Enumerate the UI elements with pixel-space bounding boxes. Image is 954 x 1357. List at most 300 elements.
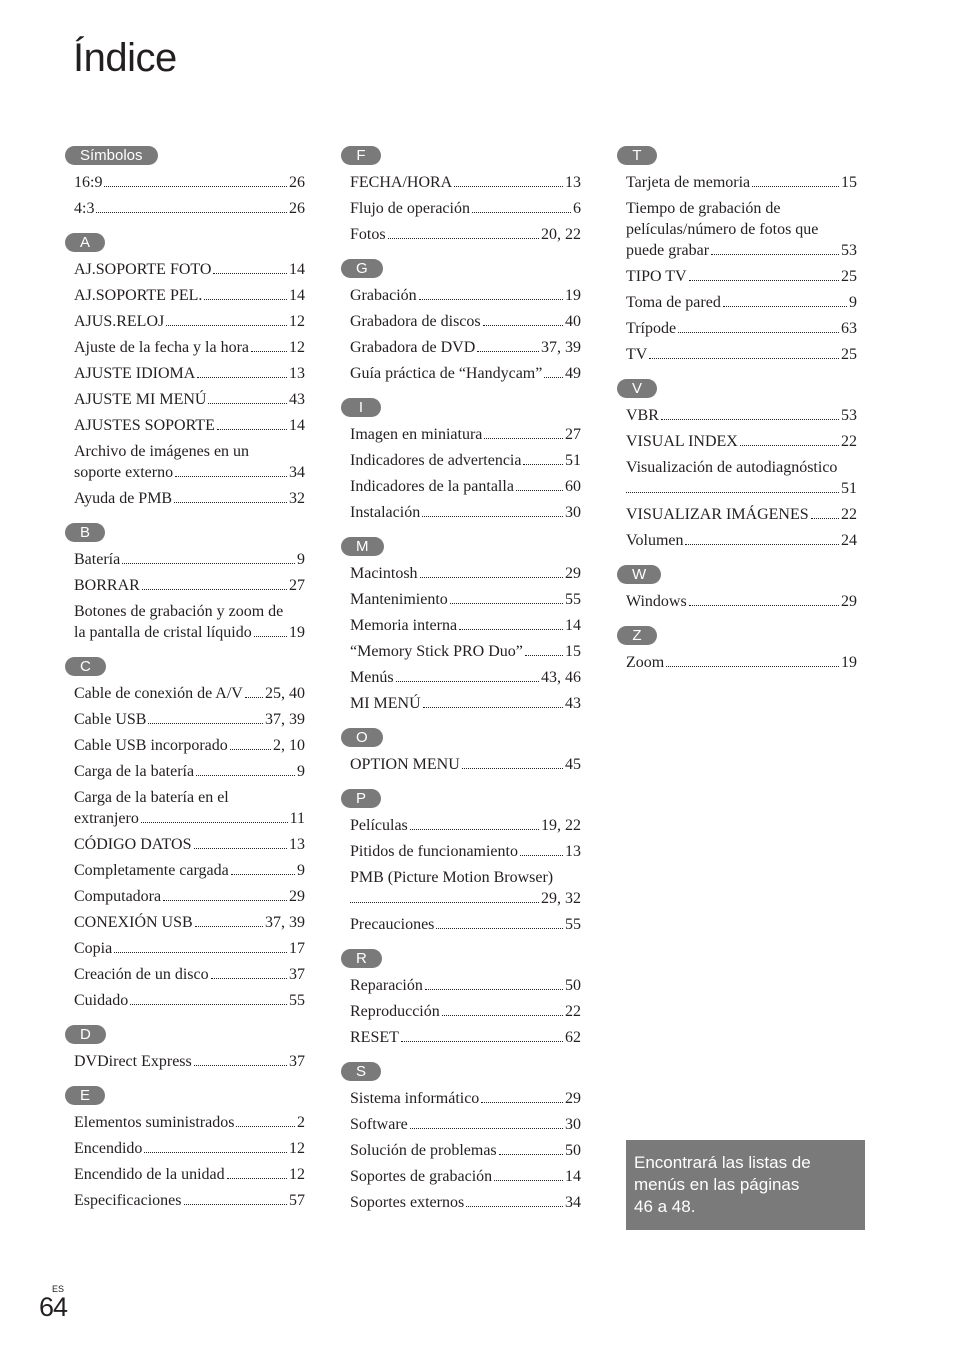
entry-leader-line	[74, 1051, 305, 1072]
entry-term: Macintosh	[350, 565, 418, 582]
entry-term: la pantalla de cristal líquido	[74, 624, 252, 641]
index-entry	[65, 389, 305, 410]
entry-leader-line	[74, 259, 305, 280]
entry-page-ref: 13	[565, 174, 581, 191]
entry-page-ref: 29	[289, 888, 305, 905]
entry-term: Indicadores de la pantalla	[350, 478, 514, 495]
entry-leader-line	[350, 815, 581, 836]
index-section	[341, 398, 581, 523]
index-entry	[65, 787, 305, 829]
index-entry	[617, 652, 857, 673]
index-section	[341, 259, 581, 384]
entry-leader-line	[350, 285, 581, 306]
entry-term: Windows	[626, 593, 687, 610]
index-entry	[617, 292, 857, 313]
index-entry	[341, 285, 581, 306]
entry-leader-line	[626, 292, 857, 313]
entry-term: Solución de problemas	[350, 1142, 497, 1159]
entry-page-ref: 2, 10	[273, 737, 305, 754]
index-entry	[617, 344, 857, 365]
entry-page-ref: 51	[565, 452, 581, 469]
index-entry	[65, 441, 305, 483]
dot-leader	[481, 1102, 563, 1103]
entry-leader-line	[74, 990, 305, 1011]
index-entry	[617, 591, 857, 612]
dot-leader	[401, 1041, 563, 1042]
dot-leader	[227, 1178, 287, 1179]
entry-leader-line	[350, 888, 581, 909]
entry-leader-line	[350, 1140, 581, 1161]
entry-leader-line	[350, 1166, 581, 1187]
index-section	[341, 949, 581, 1048]
entry-term: Soportes externos	[350, 1194, 465, 1211]
dot-leader	[420, 577, 563, 578]
entry-page-ref: 29	[565, 1090, 581, 1107]
entry-page-ref: 55	[565, 591, 581, 608]
entry-leader-line	[626, 240, 857, 261]
entry-term: Trípode	[626, 320, 677, 337]
entry-page-ref: 63	[841, 320, 857, 337]
entry-leader-line	[350, 424, 581, 445]
entry-leader-line	[350, 589, 581, 610]
index-column-1	[65, 146, 305, 1225]
entry-page-ref: 13	[289, 365, 305, 382]
entry-leader-line	[74, 389, 305, 410]
dot-leader	[217, 429, 287, 430]
entry-page-ref: 30	[565, 1116, 581, 1133]
dot-leader	[194, 1065, 287, 1066]
index-entry	[65, 1190, 305, 1211]
entry-term-line: Botones de grabación y zoom de	[74, 603, 284, 620]
entry-leader-line	[74, 886, 305, 907]
entry-page-ref: 13	[565, 843, 581, 860]
entry-term: Carga de la batería	[74, 763, 195, 780]
dot-leader	[442, 1015, 563, 1016]
dot-leader	[211, 978, 287, 979]
entry-leader-line	[350, 363, 581, 384]
entry-leader-line	[626, 318, 857, 339]
dot-leader	[396, 681, 539, 682]
index-entry	[341, 1140, 581, 1161]
entry-leader-line	[350, 311, 581, 332]
entry-page-ref: 37, 39	[265, 914, 305, 931]
entry-leader-line	[350, 1027, 581, 1048]
section-letter-badge: P	[341, 789, 381, 808]
section-letter-badge: T	[617, 146, 657, 165]
note-line: 46 a 48.	[634, 1197, 696, 1216]
dot-leader	[516, 490, 563, 491]
index-entry	[341, 975, 581, 996]
index-entry	[65, 990, 305, 1011]
index-entry	[65, 964, 305, 985]
entry-page-ref: 12	[289, 313, 305, 330]
dot-leader	[208, 403, 287, 404]
entry-leader-line	[350, 1001, 581, 1022]
note-line: menús en las páginas	[634, 1175, 800, 1194]
dot-leader	[130, 1004, 287, 1005]
index-entry	[65, 735, 305, 756]
dot-leader	[175, 476, 287, 477]
entry-term: MI MENÚ	[350, 695, 421, 712]
dot-leader	[689, 280, 839, 281]
entry-page-ref: 57	[289, 1192, 305, 1209]
dot-leader	[419, 299, 563, 300]
entry-page-ref: 15	[565, 643, 581, 660]
entry-term: Imagen en miniatura	[350, 426, 483, 443]
index-entry	[65, 709, 305, 730]
entry-page-ref: 32	[289, 490, 305, 507]
entry-page-ref: 53	[841, 242, 857, 259]
entry-page-ref: 29	[841, 593, 857, 610]
entry-term: 4:3	[74, 200, 95, 217]
dot-leader	[525, 655, 563, 656]
entry-term: “Memory Stick PRO Duo”	[350, 643, 523, 660]
entry-leader-line	[350, 841, 581, 862]
entry-term: AJUS.RELOJ	[74, 313, 165, 330]
page-number: 64	[39, 1292, 68, 1322]
entry-leader-line	[350, 224, 581, 245]
entry-leader-line	[74, 964, 305, 985]
index-entry	[65, 938, 305, 959]
entry-term: Elementos suministrados	[74, 1114, 235, 1131]
index-entry	[341, 693, 581, 714]
entry-leader-line	[74, 415, 305, 436]
entry-page-ref: 37	[289, 1053, 305, 1070]
dot-leader	[204, 299, 287, 300]
section-letter-badge: Símbolos	[65, 146, 158, 165]
index-entry	[341, 1192, 581, 1213]
index-entry	[341, 563, 581, 584]
index-entry	[65, 683, 305, 704]
entry-term: Soportes de grabación	[350, 1168, 493, 1185]
entry-term: Guía práctica de “Handycam”	[350, 365, 543, 382]
dot-leader	[689, 605, 839, 606]
entry-leader-line	[74, 172, 305, 193]
entry-page-ref: 11	[289, 810, 305, 827]
entry-leader-line	[74, 808, 305, 829]
dot-leader	[114, 952, 287, 953]
entry-term: DVDirect Express	[74, 1053, 192, 1070]
entry-term: Copia	[74, 940, 113, 957]
index-entry	[341, 1001, 581, 1022]
entry-term-line: Carga de la batería en el	[74, 789, 229, 806]
dot-leader	[350, 902, 539, 903]
dot-leader	[410, 1128, 563, 1129]
entry-term: Cable USB	[74, 711, 147, 728]
dot-leader	[144, 1152, 287, 1153]
dot-leader	[466, 1206, 563, 1207]
entry-leader-line	[626, 478, 857, 499]
entry-term: Tarjeta de memoria	[626, 174, 751, 191]
entry-term: VISUAL INDEX	[626, 433, 738, 450]
entry-page-ref: 40	[565, 313, 581, 330]
dot-leader	[184, 1204, 288, 1205]
dot-leader	[494, 1180, 563, 1181]
entry-page-ref: 26	[289, 174, 305, 191]
entry-leader-line	[350, 1088, 581, 1109]
entry-page-ref: 25, 40	[265, 685, 305, 702]
entry-page-ref: 34	[289, 464, 305, 481]
index-section	[341, 146, 581, 245]
dot-leader	[96, 212, 287, 213]
dot-leader	[626, 492, 839, 493]
index-entry	[65, 1051, 305, 1072]
entry-page-ref: 43	[289, 391, 305, 408]
index-entry	[617, 405, 857, 426]
entry-term: Completamente cargada	[74, 862, 229, 879]
dot-leader	[423, 707, 563, 708]
entry-term: Sistema informático	[350, 1090, 480, 1107]
index-entry	[341, 502, 581, 523]
index-entry	[65, 761, 305, 782]
entry-leader-line	[626, 652, 857, 673]
entry-leader-line	[74, 938, 305, 959]
dot-leader	[231, 874, 295, 875]
index-section	[617, 565, 857, 612]
dot-leader	[661, 419, 839, 420]
index-entry	[341, 1166, 581, 1187]
index-entry	[341, 841, 581, 862]
entry-page-ref: 43	[565, 695, 581, 712]
dot-leader	[251, 351, 287, 352]
index-entry	[65, 575, 305, 596]
index-entry	[341, 914, 581, 935]
entry-page-ref: 30	[565, 504, 581, 521]
entry-leader-line	[626, 504, 857, 525]
entry-leader-line	[350, 641, 581, 662]
index-entry	[65, 285, 305, 306]
entry-page-ref: 19, 22	[541, 817, 581, 834]
entry-page-ref: 37, 39	[541, 339, 581, 356]
entry-leader-line	[350, 450, 581, 471]
entry-page-ref: 55	[289, 992, 305, 1009]
entry-leader-line	[350, 198, 581, 219]
entry-leader-line	[626, 530, 857, 551]
entry-term: AJUSTE MI MENÚ	[74, 391, 207, 408]
entry-term: BORRAR	[74, 577, 140, 594]
index-entry	[65, 488, 305, 509]
entry-page-ref: 50	[565, 1142, 581, 1159]
entry-term: Zoom	[626, 654, 665, 671]
dot-leader	[166, 325, 287, 326]
dot-leader	[196, 775, 295, 776]
index-entry	[341, 1027, 581, 1048]
index-entry	[65, 311, 305, 332]
index-entry	[617, 431, 857, 452]
entry-leader-line	[74, 363, 305, 384]
entry-leader-line	[74, 683, 305, 704]
index-entry	[341, 615, 581, 636]
entry-term: CONEXIÓN USB	[74, 914, 193, 931]
entry-page-ref: 27	[289, 577, 305, 594]
entry-leader-line	[626, 591, 857, 612]
index-section	[617, 379, 857, 551]
entry-term: Encendido	[74, 1140, 143, 1157]
entry-page-ref: 50	[565, 977, 581, 994]
dot-leader	[711, 254, 839, 255]
entry-leader-line	[74, 735, 305, 756]
section-letter-badge: O	[341, 728, 383, 747]
entry-term: Creación de un disco	[74, 966, 209, 983]
section-letter-badge: S	[341, 1062, 381, 1081]
dot-leader	[462, 768, 563, 769]
dot-leader	[649, 358, 839, 359]
dot-leader	[483, 325, 563, 326]
entry-term: Flujo de operación	[350, 200, 470, 217]
index-entry	[65, 172, 305, 193]
entry-term: OPTION MENU	[350, 756, 460, 773]
entry-term: RESET	[350, 1029, 399, 1046]
entry-leader-line	[74, 1138, 305, 1159]
entry-leader-line	[350, 172, 581, 193]
section-letter-badge: E	[65, 1086, 105, 1105]
entry-leader-line	[350, 476, 581, 497]
entry-term: AJUSTE IDIOMA	[74, 365, 196, 382]
entry-page-ref: 14	[289, 287, 305, 304]
entry-leader-line	[74, 285, 305, 306]
index-entry	[617, 266, 857, 287]
entry-term: Precauciones	[350, 916, 435, 933]
entry-page-ref: 19	[289, 624, 305, 641]
menu-lists-note	[626, 1140, 865, 1230]
entry-page-ref: 29, 32	[541, 890, 581, 907]
section-letter-badge: M	[341, 537, 384, 556]
entry-leader-line	[350, 337, 581, 358]
section-letter-badge: C	[65, 657, 106, 676]
entry-leader-line	[74, 198, 305, 219]
entry-page-ref: 22	[565, 1003, 581, 1020]
entry-term: AJUSTES SOPORTE	[74, 417, 215, 434]
index-section	[65, 146, 305, 219]
entry-term: extranjero	[74, 810, 139, 827]
entry-leader-line	[74, 337, 305, 358]
dot-leader	[122, 563, 295, 564]
dot-leader	[454, 186, 563, 187]
index-entry	[65, 886, 305, 907]
entry-term: FECHA/HORA	[350, 174, 453, 191]
entry-page-ref: 14	[565, 1168, 581, 1185]
index-section	[65, 523, 305, 643]
entry-term-line: PMB (Picture Motion Browser)	[350, 869, 554, 886]
index-entry	[617, 318, 857, 339]
entry-term: Grabación	[350, 287, 417, 304]
entry-leader-line	[350, 502, 581, 523]
entry-page-ref: 6	[573, 200, 581, 217]
index-entry	[65, 259, 305, 280]
index-section	[341, 789, 581, 935]
entry-leader-line	[626, 172, 857, 193]
index-section	[65, 657, 305, 1011]
entry-term: Toma de pared	[626, 294, 721, 311]
entry-term: VISUALIZAR IMÁGENES	[626, 506, 809, 523]
index-entry	[341, 224, 581, 245]
dot-leader	[811, 518, 839, 519]
entry-term: CÓDIGO DATOS	[74, 836, 192, 853]
entry-page-ref: 45	[565, 756, 581, 773]
index-entry	[341, 1114, 581, 1135]
entry-page-ref: 9	[297, 551, 305, 568]
entry-page-ref: 24	[841, 532, 857, 549]
entry-term: Batería	[74, 551, 121, 568]
language-code: ES	[52, 1284, 65, 1294]
entry-term: Fotos	[350, 226, 386, 243]
index-entry	[341, 363, 581, 384]
entry-leader-line	[350, 615, 581, 636]
index-section	[617, 626, 857, 673]
entry-term: Volumen	[626, 532, 684, 549]
entry-page-ref: 43, 46	[541, 669, 581, 686]
entry-leader-line	[350, 914, 581, 935]
entry-page-ref: 12	[289, 1166, 305, 1183]
index-entry	[65, 549, 305, 570]
section-letter-badge: F	[341, 146, 381, 165]
entry-page-ref: 17	[289, 940, 305, 957]
index-entry	[617, 530, 857, 551]
dot-leader	[450, 603, 563, 604]
index-entry	[65, 337, 305, 358]
index-entry	[65, 415, 305, 436]
entry-page-ref: 27	[565, 426, 581, 443]
index-entry	[341, 198, 581, 219]
entry-term: Cuidado	[74, 992, 129, 1009]
entry-leader-line	[74, 1190, 305, 1211]
section-letter-badge: A	[65, 233, 105, 252]
entry-leader-line	[350, 1192, 581, 1213]
index-entry	[341, 641, 581, 662]
entry-leader-line	[350, 1114, 581, 1135]
dot-leader	[236, 1126, 295, 1127]
entry-term: Computadora	[74, 888, 162, 905]
index-entry	[341, 589, 581, 610]
entry-term: Menús	[350, 669, 394, 686]
entry-page-ref: 15	[841, 174, 857, 191]
entry-term: Reparación	[350, 977, 423, 994]
entry-term: soporte externo	[74, 464, 174, 481]
entry-term: Cable USB incorporado	[74, 737, 228, 754]
entry-term: Especificaciones	[74, 1192, 182, 1209]
dot-leader	[425, 989, 563, 990]
entry-term: Grabadora de DVD	[350, 339, 476, 356]
index-entry	[341, 450, 581, 471]
entry-leader-line	[74, 761, 305, 782]
entry-leader-line	[626, 266, 857, 287]
entry-page-ref: 37	[289, 966, 305, 983]
entry-term-line: Archivo de imágenes en un	[74, 443, 250, 460]
entry-page-ref: 37, 39	[265, 711, 305, 728]
page-title: Índice	[73, 36, 177, 80]
index-entry	[341, 311, 581, 332]
index-entry	[65, 834, 305, 855]
index-entry	[341, 424, 581, 445]
dot-leader	[472, 212, 571, 213]
index-section	[65, 1025, 305, 1072]
dot-leader	[523, 464, 563, 465]
entry-page-ref: 34	[565, 1194, 581, 1211]
section-letter-badge: G	[341, 259, 383, 278]
dot-leader	[477, 351, 539, 352]
dot-leader	[194, 848, 288, 849]
entry-page-ref: 14	[289, 417, 305, 434]
section-letter-badge: Z	[617, 626, 657, 645]
index-entry	[617, 457, 857, 499]
entry-term: TV	[626, 346, 648, 363]
entry-page-ref: 9	[849, 294, 857, 311]
section-letter-badge: V	[617, 379, 657, 398]
entry-term: Encendido de la unidad	[74, 1166, 225, 1183]
dot-leader	[436, 928, 563, 929]
index-entry	[65, 1138, 305, 1159]
index-entry	[341, 476, 581, 497]
